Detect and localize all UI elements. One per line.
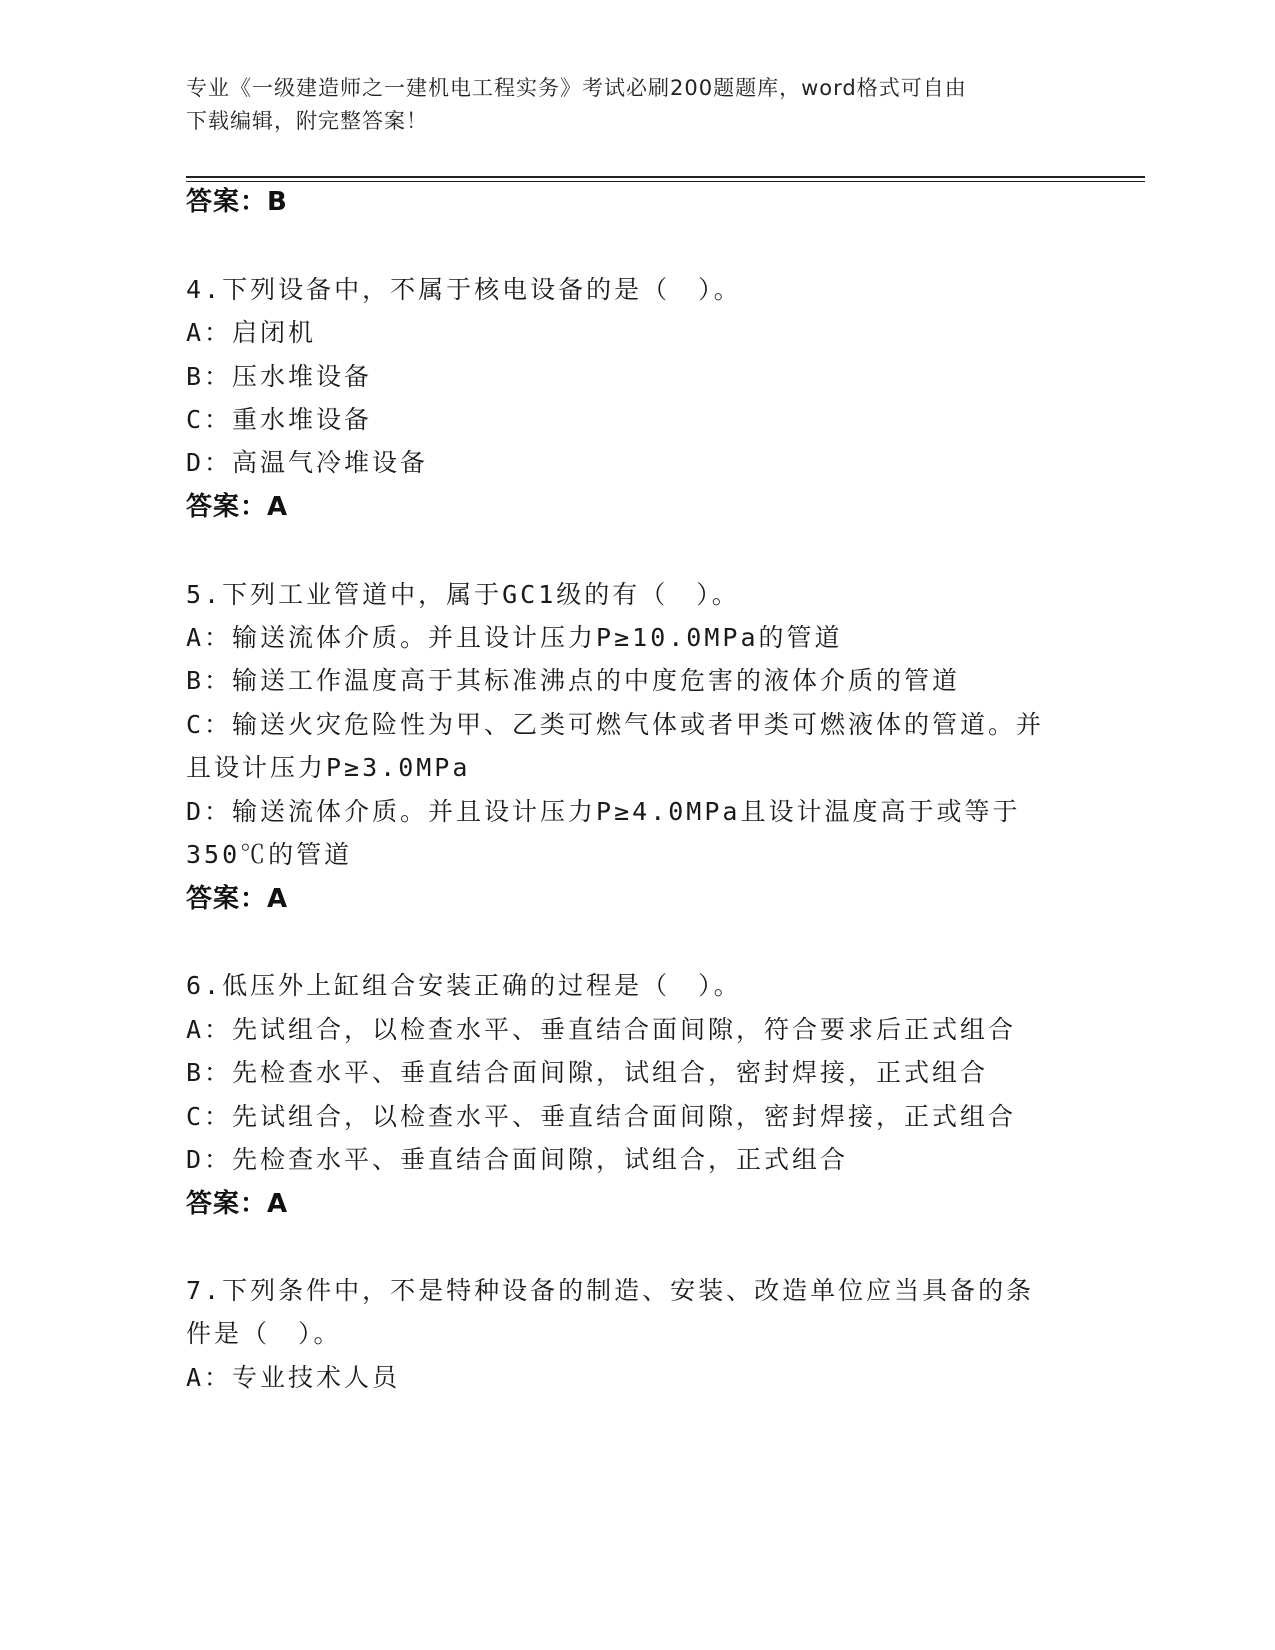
question-5-option-b: B：输送工作温度高于其标准沸点的中度危害的液体介质的管道 xyxy=(186,666,961,695)
question-5-option-c-line-1: C：输送火灾危险性为甲、乙类可燃气体或者甲类可燃液体的管道。并 xyxy=(186,710,1045,739)
question-5-option-d-line-2: 350℃的管道 xyxy=(186,840,353,869)
question-7-stem-line-2: 件是（ ）。 xyxy=(186,1319,342,1348)
question-7-stem-line-1: 7.下列条件中，不是特种设备的制造、安装、改造单位应当具备的条 xyxy=(186,1276,1035,1305)
question-6-stem: 6.低压外上缸组合安装正确的过程是（ ）。 xyxy=(186,971,742,1000)
question-7-option-a: A：专业技术人员 xyxy=(186,1363,401,1392)
question-6-option-a: A：先试组合，以检查水平、垂直结合面间隙，符合要求后正式组合 xyxy=(186,1015,1017,1044)
previous-answer: 答案：B xyxy=(186,187,288,217)
question-5-option-c-line-2: 且设计压力P≥3.0MPa xyxy=(186,753,471,782)
question-6-answer: 答案：A xyxy=(186,1189,289,1219)
header-line-1: 专业《一级建造师之一建机电工程实务》考试必刷200题题库，word格式可自由 xyxy=(186,76,967,100)
question-5-option-d-line-1: D：输送流体介质。并且设计压力P≥4.0MPa且设计温度高于或等于 xyxy=(186,797,1021,826)
question-5-option-a: A：输送流体介质。并且设计压力P≥10.0MPa的管道 xyxy=(186,623,843,652)
question-5-answer: 答案：A xyxy=(186,884,289,914)
question-4-stem: 4.下列设备中，不属于核电设备的是（ ）。 xyxy=(186,275,742,304)
header-divider-thick xyxy=(186,176,1145,178)
question-4-option-d: D：高温气冷堆设备 xyxy=(186,448,429,477)
page-header xyxy=(186,72,1086,138)
question-6-option-c: C：先试组合，以检查水平、垂直结合面间隙，密封焊接，正式组合 xyxy=(186,1102,1017,1131)
question-4-option-b: B：压水堆设备 xyxy=(186,362,373,391)
header-divider-thin xyxy=(186,181,1145,182)
header-line-2: 下载编辑，附完整答案！ xyxy=(186,109,428,133)
question-4-option-c: C：重水堆设备 xyxy=(186,405,373,434)
question-6-option-b: B：先检查水平、垂直结合面间隙，试组合，密封焊接，正式组合 xyxy=(186,1058,989,1087)
question-6-option-d: D：先检查水平、垂直结合面间隙，试组合，正式组合 xyxy=(186,1145,849,1174)
question-4-answer: 答案：A xyxy=(186,492,289,522)
question-4-option-a: A：启闭机 xyxy=(186,318,317,347)
question-5-stem: 5.下列工业管道中，属于GC1级的有（ ）。 xyxy=(186,580,740,609)
